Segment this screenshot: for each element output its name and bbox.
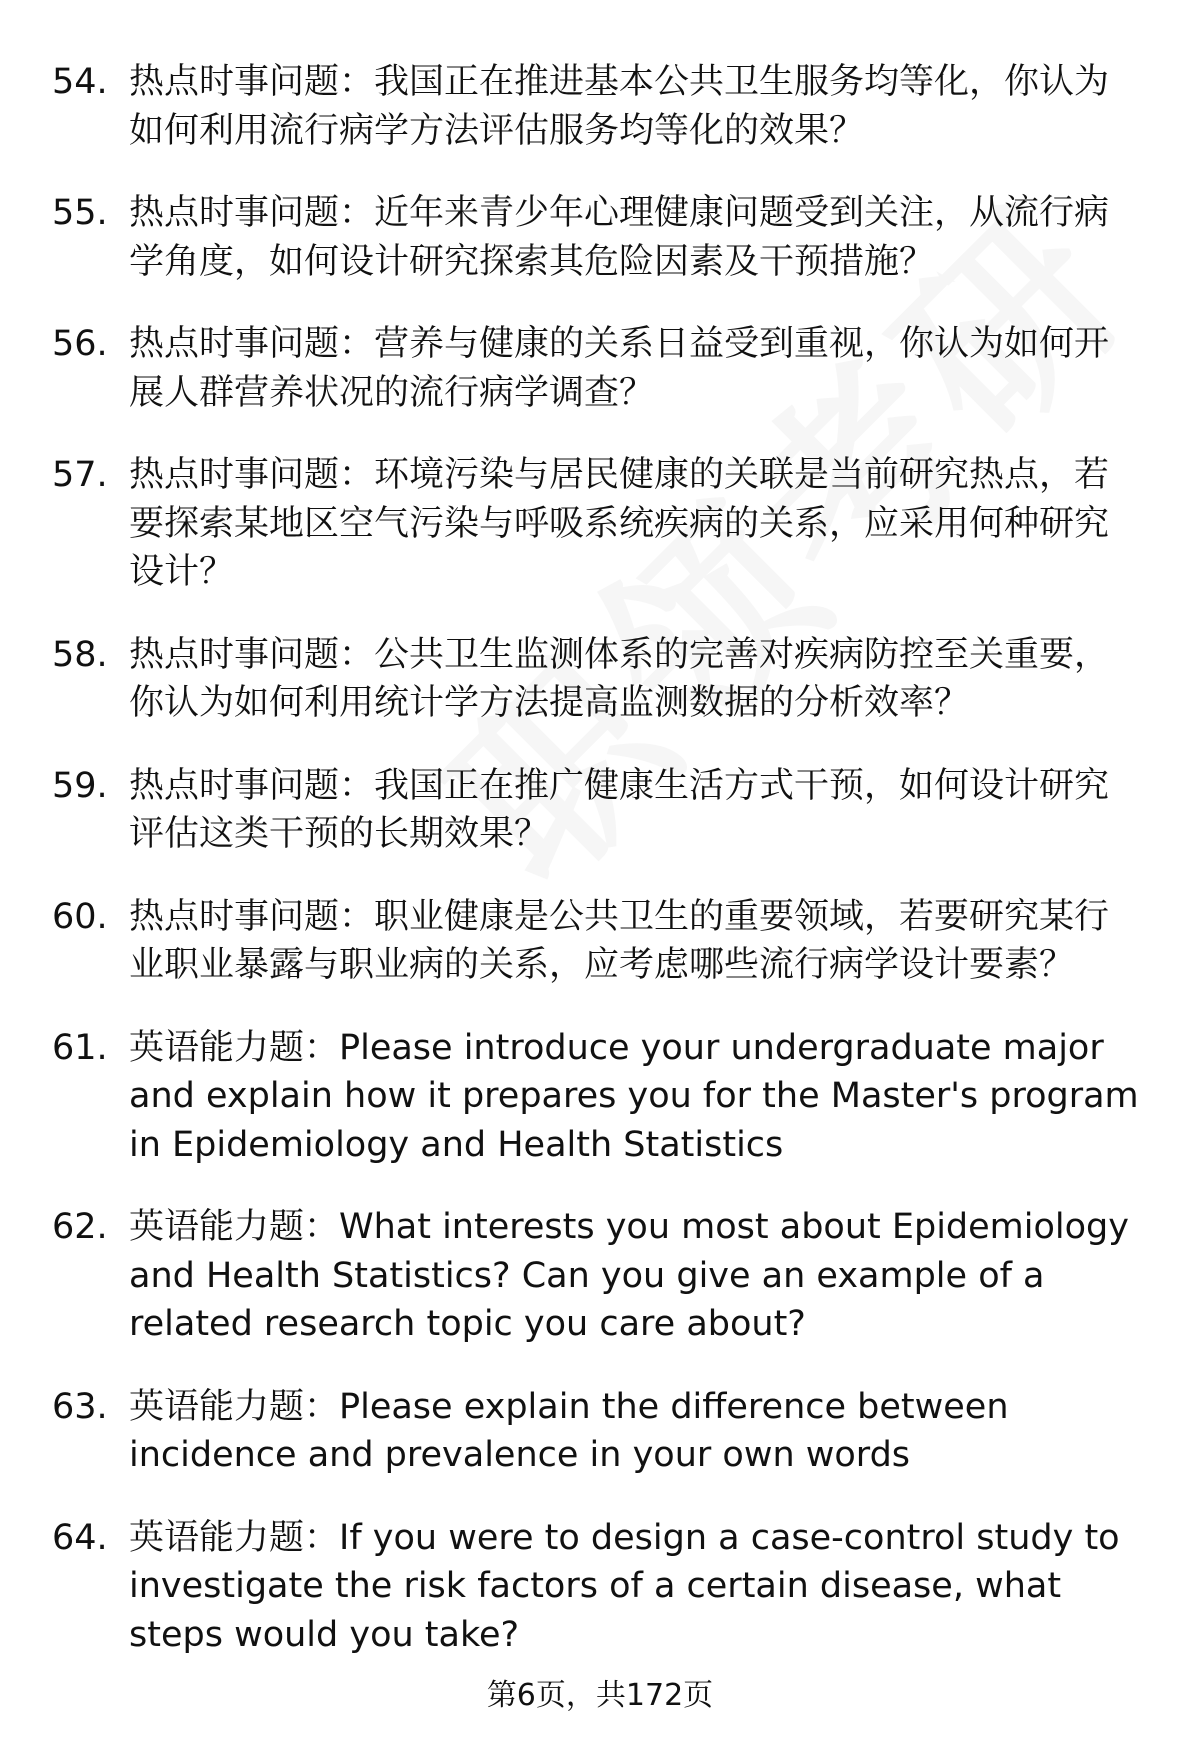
question-text: 热点时事问题：营养与健康的关系日益受到重视，你认为如何开展人群营养状况的流行病学调查？ [129, 324, 1110, 413]
question-item [52, 1383, 1140, 1480]
question-text: 热点时事问题：环境污染与居民健康的关联是当前研究热点，若要探索某地区空气污染与呼吸系统疾病的关系，应采用何种研究设计？ [129, 455, 1110, 592]
question-text: 热点时事问题：我国正在推进基本公共卫生服务均等化，你认为如何利用流行病学方法评估服务均等化的效果？ [129, 62, 1110, 151]
question-number: 59. [52, 765, 108, 806]
question-text: 英语能力题：What interests you most about Epidemiology and Health Statistics? Can you give an example of a related research topic you care about? [129, 1207, 1129, 1344]
question-item [52, 451, 1140, 597]
question-text: 热点时事问题：近年来青少年心理健康问题受到关注，从流行病学角度，如何设计研究探索其危险因素及干预措施？ [129, 193, 1110, 282]
question-number: 61. [52, 1027, 108, 1068]
question-number: 60. [52, 896, 108, 937]
question-item [52, 1024, 1140, 1170]
question-number: 55. [52, 193, 108, 233]
question-number: 54. [52, 62, 108, 102]
question-list [52, 58, 1140, 1659]
question-text: 英语能力题：If you were to design a case-control study to investigate the risk factors of a certain disease, what steps would you take? [129, 1517, 1120, 1655]
question-number: 62. [52, 1207, 108, 1247]
question-item [52, 58, 1140, 155]
question-item [52, 1203, 1140, 1349]
question-item [52, 631, 1140, 728]
question-number: 57. [52, 455, 108, 495]
question-item [52, 762, 1140, 859]
question-item [52, 320, 1140, 417]
question-text: 热点时事问题：职业健康是公共卫生的重要领域，若要研究某行业职业暴露与职业病的关系，应考虑哪些流行病学设计要素？ [129, 896, 1110, 985]
question-number: 63. [52, 1386, 108, 1427]
question-item [52, 189, 1140, 286]
page-footer: 第6页，共172页 [486, 1678, 714, 1713]
question-text: 热点时事问题：我国正在推广健康生活方式干预，如何设计研究评估这类干预的长期效果？ [129, 765, 1110, 854]
question-text: 英语能力题：Please explain the difference between incidence and prevalence in your own words [129, 1386, 1009, 1475]
question-number: 56. [52, 324, 108, 364]
question-number: 64. [52, 1517, 108, 1558]
question-text: 英语能力题：Please introduce your undergraduate major and explain how it prepares you for the Master's program in Epidemiology and Health Statistics [129, 1027, 1139, 1165]
question-item [52, 893, 1140, 990]
question-number: 58. [52, 634, 108, 675]
question-item [52, 1514, 1140, 1660]
question-text: 热点时事问题：公共卫生监测体系的完善对疾病防控至关重要，你认为如何利用统计学方法提高监测数据的分析效率？ [129, 634, 1110, 723]
